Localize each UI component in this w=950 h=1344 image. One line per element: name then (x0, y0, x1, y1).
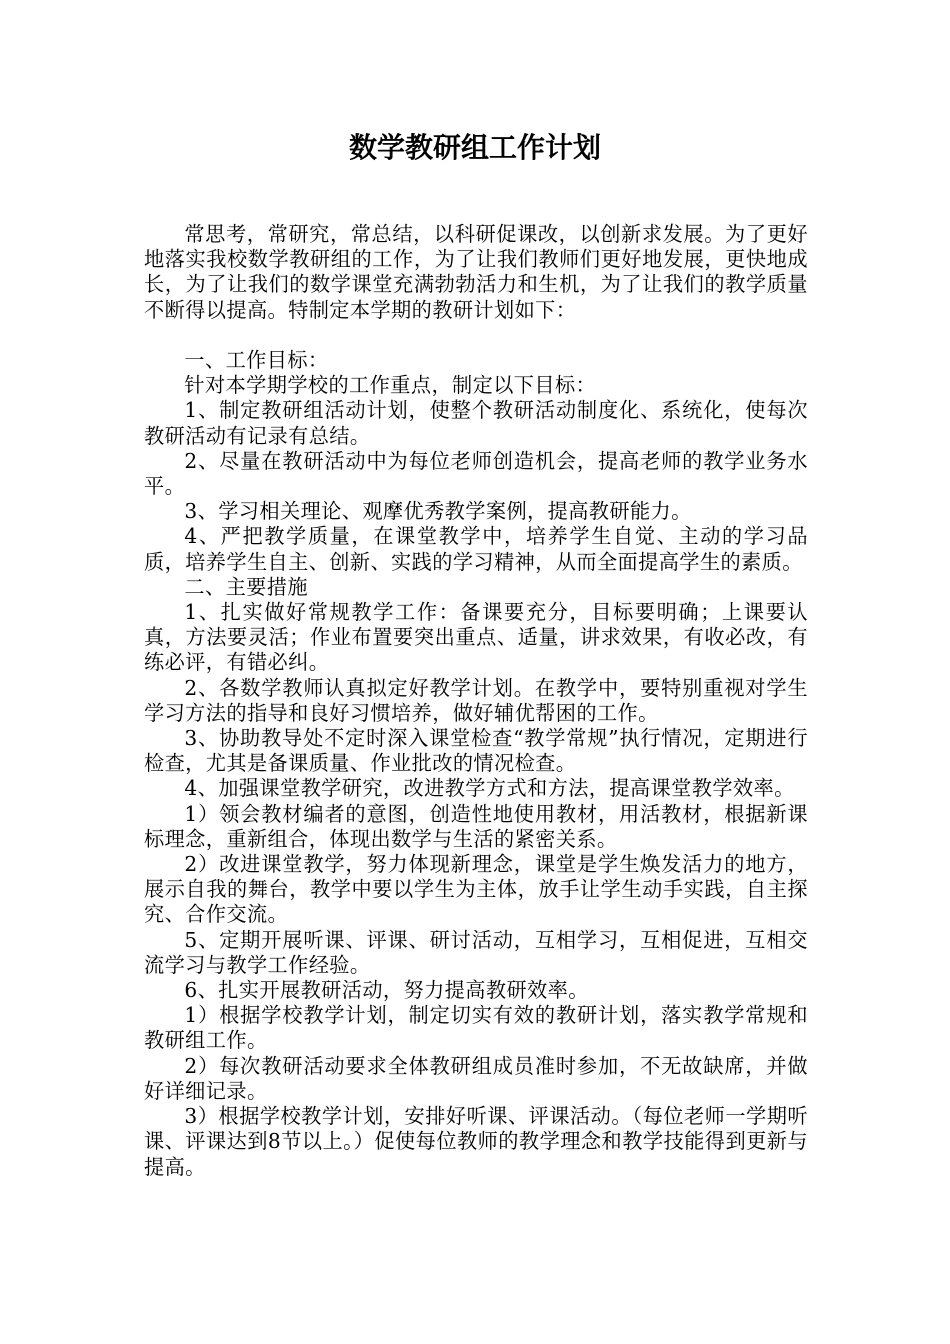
document-title: 数学教研组工作计划 (348, 131, 601, 164)
goal-item: 1、制定教研组活动计划，使整个教研活动制度化、系统化，使每次教研活动有记录有总结。 (144, 398, 808, 448)
blank-line (144, 323, 808, 348)
measure-subitem: 2）改进课堂教学，努力体现新理念，课堂是学生焕发活力的地方，展示自我的舞台，教学中要以学生为主体，放手让学生动手实践，自主探究、合作交流。 (144, 852, 808, 927)
measure-subitem: 1）根据学校教学计划，制定切实有效的教研计划，落实教学常规和教研组工作。 (144, 1003, 808, 1053)
goal-item: 4、严把教学质量，在课堂教学中，培养学生自觉、主动的学习品质，培养学生自主、创新、实践的学习精神，从而全面提高学生的素质。 (144, 524, 808, 574)
measure-subitem: 1）领会教材编者的意图，创造性地使用教材，用活教材，根据新课标理念，重新组合，体现出数学与生活的紧密关系。 (144, 801, 808, 851)
measure-subitem: 3）根据学校教学计划，安排好听课、评课活动。（每位老师一学期听课、评课达到8节以上。）促使每位教师的教学理念和教学技能得到更新与提高。 (144, 1104, 808, 1179)
measure-item: 5、定期开展听课、评课、研讨活动，互相学习，互相促进，互相交流学习与教学工作经验。 (144, 927, 808, 977)
measure-item: 1、扎实做好常规教学工作：备课要充分，目标要明确；上课要认真，方法要灵活；作业布置要突出重点、适量，讲求效果，有收必改，有练必评，有错必纠。 (144, 600, 808, 675)
goal-item: 2、尽量在教研活动中为每位老师创造机会，提高老师的教学业务水平。 (144, 448, 808, 499)
measure-subitem: 2）每次教研活动要求全体教研组成员准时参加，不无故缺席，并做好详细记录。 (144, 1053, 808, 1103)
section-heading-measures: 二、主要措施 (184, 574, 308, 599)
goal-item: 3、学习相关理论、观摩优秀教学案例，提高教研能力。 (184, 499, 692, 524)
document-body (144, 222, 808, 1180)
measure-item: 2、各数学教师认真拟定好教学计划。在教学中，要特别重视对学生学习方法的指导和良好习惯培养，做好辅优帮困的工作。 (144, 675, 808, 725)
intro-paragraph: 常思考，常研究，常总结，以科研促课改，以创新求发展。为了更好地落实我校数学教研组的工作，为了让我们教师们更好地发展，更快地成长，为了让我们的数学课堂充满勃勃活力和生机，为了让我们的教学质量不断得以提高。特制定本学期的教研计划如下： (144, 222, 808, 322)
measure-item: 6、扎实开展教研活动，努力提高教研效率。 (184, 978, 589, 1003)
measure-item: 4、加强课堂教学研究，改进教学方式和方法，提高课堂教学效率。 (184, 776, 795, 801)
measure-item: 3、协助教导处不定时深入课堂检查“教学常规”执行情况，定期进行检查，尤其是备课质量、作业批改的情况检查。 (144, 726, 808, 776)
section-heading-goals: 一、工作目标： (184, 348, 329, 372)
goals-intro: 针对本学期学校的工作重点，制定以下目标： (184, 373, 597, 398)
